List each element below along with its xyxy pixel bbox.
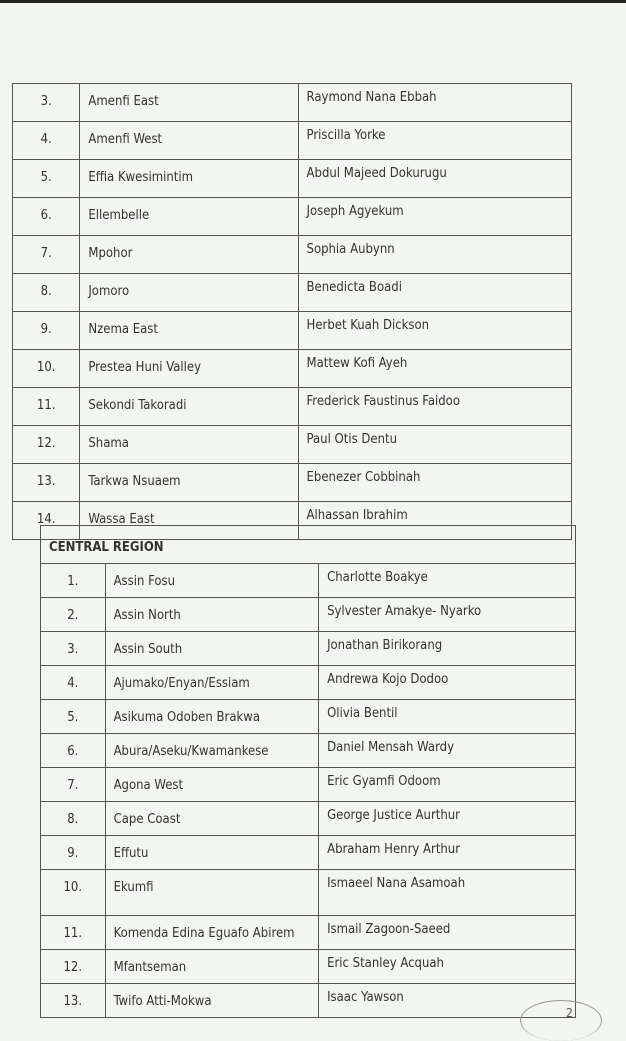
appointee-name-cell: George Justice Aurthur xyxy=(319,802,576,836)
district-cell: Ajumako/Enyan/Essiam xyxy=(105,666,319,700)
table-row xyxy=(41,916,576,950)
appointee-name-cell: Ismail Zagoon-Saeed xyxy=(319,916,576,950)
district-cell: Assin North xyxy=(105,598,319,632)
row-number: 8. xyxy=(13,274,80,312)
row-number: 14. xyxy=(13,502,80,540)
table-row xyxy=(41,950,576,984)
table-row xyxy=(41,984,576,1018)
table-row xyxy=(41,632,576,666)
appointee-name-cell: Daniel Mensah Wardy xyxy=(319,734,576,768)
row-number: 11. xyxy=(41,916,106,950)
table-row xyxy=(13,464,572,502)
table-row xyxy=(13,312,572,350)
row-number: 5. xyxy=(13,160,80,198)
district-cell: Sekondi Takoradi xyxy=(80,388,298,426)
table-row xyxy=(13,274,572,312)
row-number: 7. xyxy=(13,236,80,274)
table-row xyxy=(41,836,576,870)
district-cell: Ekumfi xyxy=(105,870,319,916)
table-row xyxy=(13,84,572,122)
handwritten-mark xyxy=(520,1000,602,1041)
appointee-name-cell: Abraham Henry Arthur xyxy=(319,836,576,870)
scan-edge xyxy=(0,0,626,3)
table-row xyxy=(13,426,572,464)
district-cell: Tarkwa Nsuaem xyxy=(80,464,298,502)
appointee-name-cell: Jonathan Birikorang xyxy=(319,632,576,666)
appointee-name-cell: Alhassan Ibrahim xyxy=(298,502,571,540)
appointee-name-cell: Mattew Kofi Ayeh xyxy=(298,350,571,388)
table-row xyxy=(41,734,576,768)
table-row xyxy=(41,870,576,916)
table-row xyxy=(13,198,572,236)
table-row xyxy=(13,160,572,198)
row-number: 5. xyxy=(41,700,106,734)
district-cell: Effutu xyxy=(105,836,319,870)
row-number: 11. xyxy=(13,388,80,426)
district-cell: Jomoro xyxy=(80,274,298,312)
district-cell: Asikuma Odoben Brakwa xyxy=(105,700,319,734)
district-cell: Shama xyxy=(80,426,298,464)
central-region-table xyxy=(40,525,576,1018)
western-region-table xyxy=(12,83,572,540)
district-cell: Komenda Edina Eguafo Abirem xyxy=(105,916,319,950)
row-number: 12. xyxy=(13,426,80,464)
district-cell: Twifo Atti-Mokwa xyxy=(105,984,319,1018)
appointee-name-cell: Frederick Faustinus Faidoo xyxy=(298,388,571,426)
row-number: 12. xyxy=(41,950,106,984)
row-number: 13. xyxy=(41,984,106,1018)
appointee-name-cell: Eric Gyamfi Odoom xyxy=(319,768,576,802)
row-number: 9. xyxy=(41,836,106,870)
table-row xyxy=(13,388,572,426)
district-cell: Amenfi West xyxy=(80,122,298,160)
district-cell: Mpohor xyxy=(80,236,298,274)
row-number: 1. xyxy=(41,564,106,598)
row-number: 10. xyxy=(13,350,80,388)
table-row xyxy=(13,122,572,160)
table-row xyxy=(41,802,576,836)
district-cell: Ellembelle xyxy=(80,198,298,236)
appointee-name-cell: Raymond Nana Ebbah xyxy=(298,84,571,122)
appointee-name-cell: Isaac Yawson xyxy=(319,984,576,1018)
district-cell: Prestea Huni Valley xyxy=(80,350,298,388)
appointee-name-cell: Joseph Agyekum xyxy=(298,198,571,236)
district-cell: Wassa East xyxy=(80,502,298,540)
appointee-name-cell: Eric Stanley Acquah xyxy=(319,950,576,984)
appointee-name-cell: Paul Otis Dentu xyxy=(298,426,571,464)
row-number: 8. xyxy=(41,802,106,836)
district-cell: Effia Kwesimintim xyxy=(80,160,298,198)
appointee-name-cell: Olivia Bentil xyxy=(319,700,576,734)
row-number: 9. xyxy=(13,312,80,350)
district-cell: Cape Coast xyxy=(105,802,319,836)
row-number: 7. xyxy=(41,768,106,802)
table-row xyxy=(41,598,576,632)
row-number: 3. xyxy=(13,84,80,122)
table-row xyxy=(41,700,576,734)
appointee-name-cell: Sylvester Amakye- Nyarko xyxy=(319,598,576,632)
district-cell: Agona West xyxy=(105,768,319,802)
table-row xyxy=(13,236,572,274)
row-number: 13. xyxy=(13,464,80,502)
appointee-name-cell: Charlotte Boakye xyxy=(319,564,576,598)
row-number: 2. xyxy=(41,598,106,632)
table-row xyxy=(13,350,572,388)
district-cell: Assin Fosu xyxy=(105,564,319,598)
page-number: 2 xyxy=(566,1006,573,1020)
row-number: 6. xyxy=(13,198,80,236)
row-number: 3. xyxy=(41,632,106,666)
table-row xyxy=(41,564,576,598)
appointee-name-cell: Andrewa Kojo Dodoo xyxy=(319,666,576,700)
appointee-name-cell: Sophia Aubynn xyxy=(298,236,571,274)
row-number: 6. xyxy=(41,734,106,768)
appointee-name-cell: Ebenezer Cobbinah xyxy=(298,464,571,502)
appointee-name-cell: Herbet Kuah Dickson xyxy=(298,312,571,350)
district-cell: Assin South xyxy=(105,632,319,666)
district-cell: Amenfi East xyxy=(80,84,298,122)
row-number: 10. xyxy=(41,870,106,916)
appointee-name-cell: Priscilla Yorke xyxy=(298,122,571,160)
district-cell: Nzema East xyxy=(80,312,298,350)
appointee-name-cell: Benedicta Boadi xyxy=(298,274,571,312)
row-number: 4. xyxy=(13,122,80,160)
region-heading: CENTRAL REGION xyxy=(41,526,576,564)
appointee-name-cell: Ismaeel Nana Asamoah xyxy=(319,870,576,916)
appointee-name-cell: Abdul Majeed Dokurugu xyxy=(298,160,571,198)
row-number: 4. xyxy=(41,666,106,700)
district-cell: Mfantseman xyxy=(105,950,319,984)
table-row xyxy=(41,768,576,802)
district-cell: Abura/Aseku/Kwamankese xyxy=(105,734,319,768)
table-row xyxy=(41,666,576,700)
